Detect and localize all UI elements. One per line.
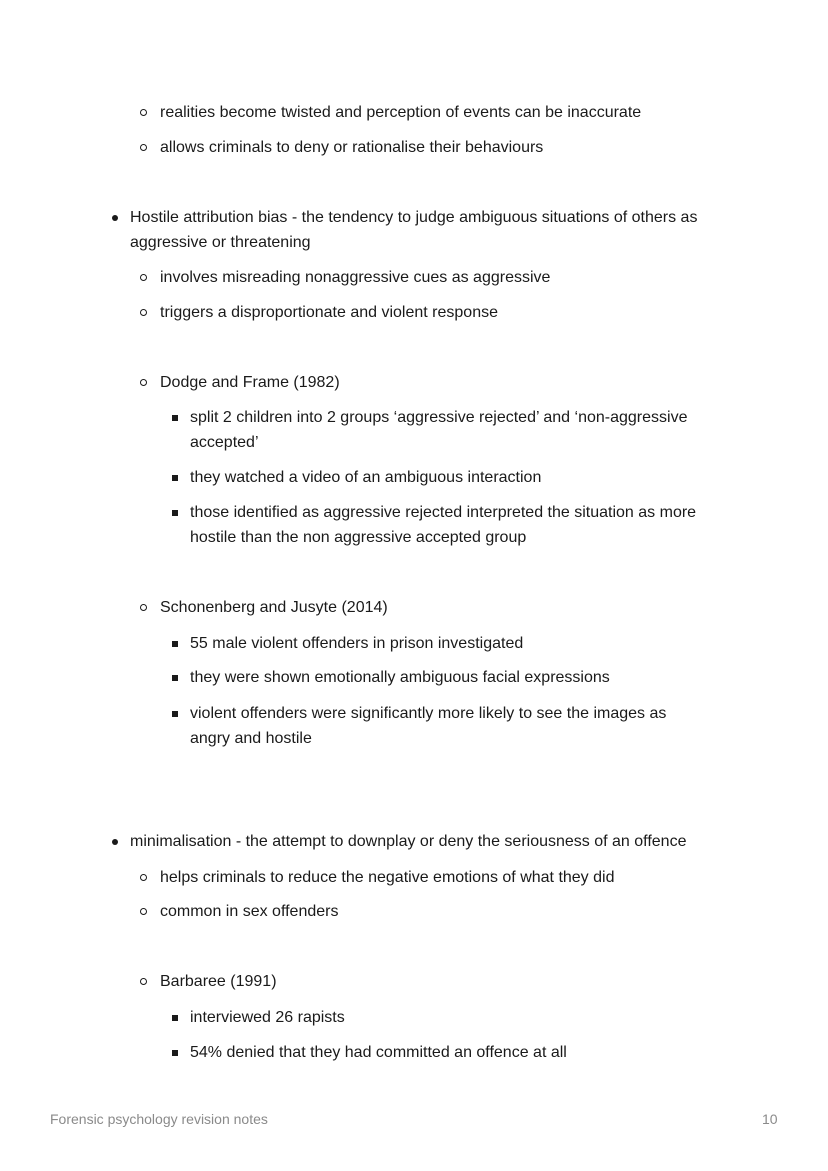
- footer-title: Forensic psychology revision notes: [50, 1111, 268, 1127]
- page-number: 10: [762, 1111, 778, 1127]
- circle-bullet-icon: [140, 309, 147, 316]
- square-bullet-icon: [172, 675, 178, 681]
- circle-bullet-icon: [140, 379, 147, 386]
- circle-bullet-icon: [140, 874, 147, 881]
- square-bullet-icon: [172, 510, 178, 516]
- circle-bullet-icon: [140, 109, 147, 116]
- disc-bullet-icon: [112, 839, 118, 845]
- circle-bullet-icon: [140, 604, 147, 611]
- square-bullet-icon: [172, 1050, 178, 1056]
- square-bullet-icon: [172, 641, 178, 647]
- square-bullet-icon: [172, 711, 178, 717]
- circle-bullet-icon: [140, 274, 147, 281]
- circle-bullet-icon: [140, 908, 147, 915]
- square-bullet-icon: [172, 415, 178, 421]
- square-bullet-icon: [172, 475, 178, 481]
- circle-bullet-icon: [140, 144, 147, 151]
- circle-bullet-icon: [140, 978, 147, 985]
- square-bullet-icon: [172, 1015, 178, 1021]
- disc-bullet-icon: [112, 215, 118, 221]
